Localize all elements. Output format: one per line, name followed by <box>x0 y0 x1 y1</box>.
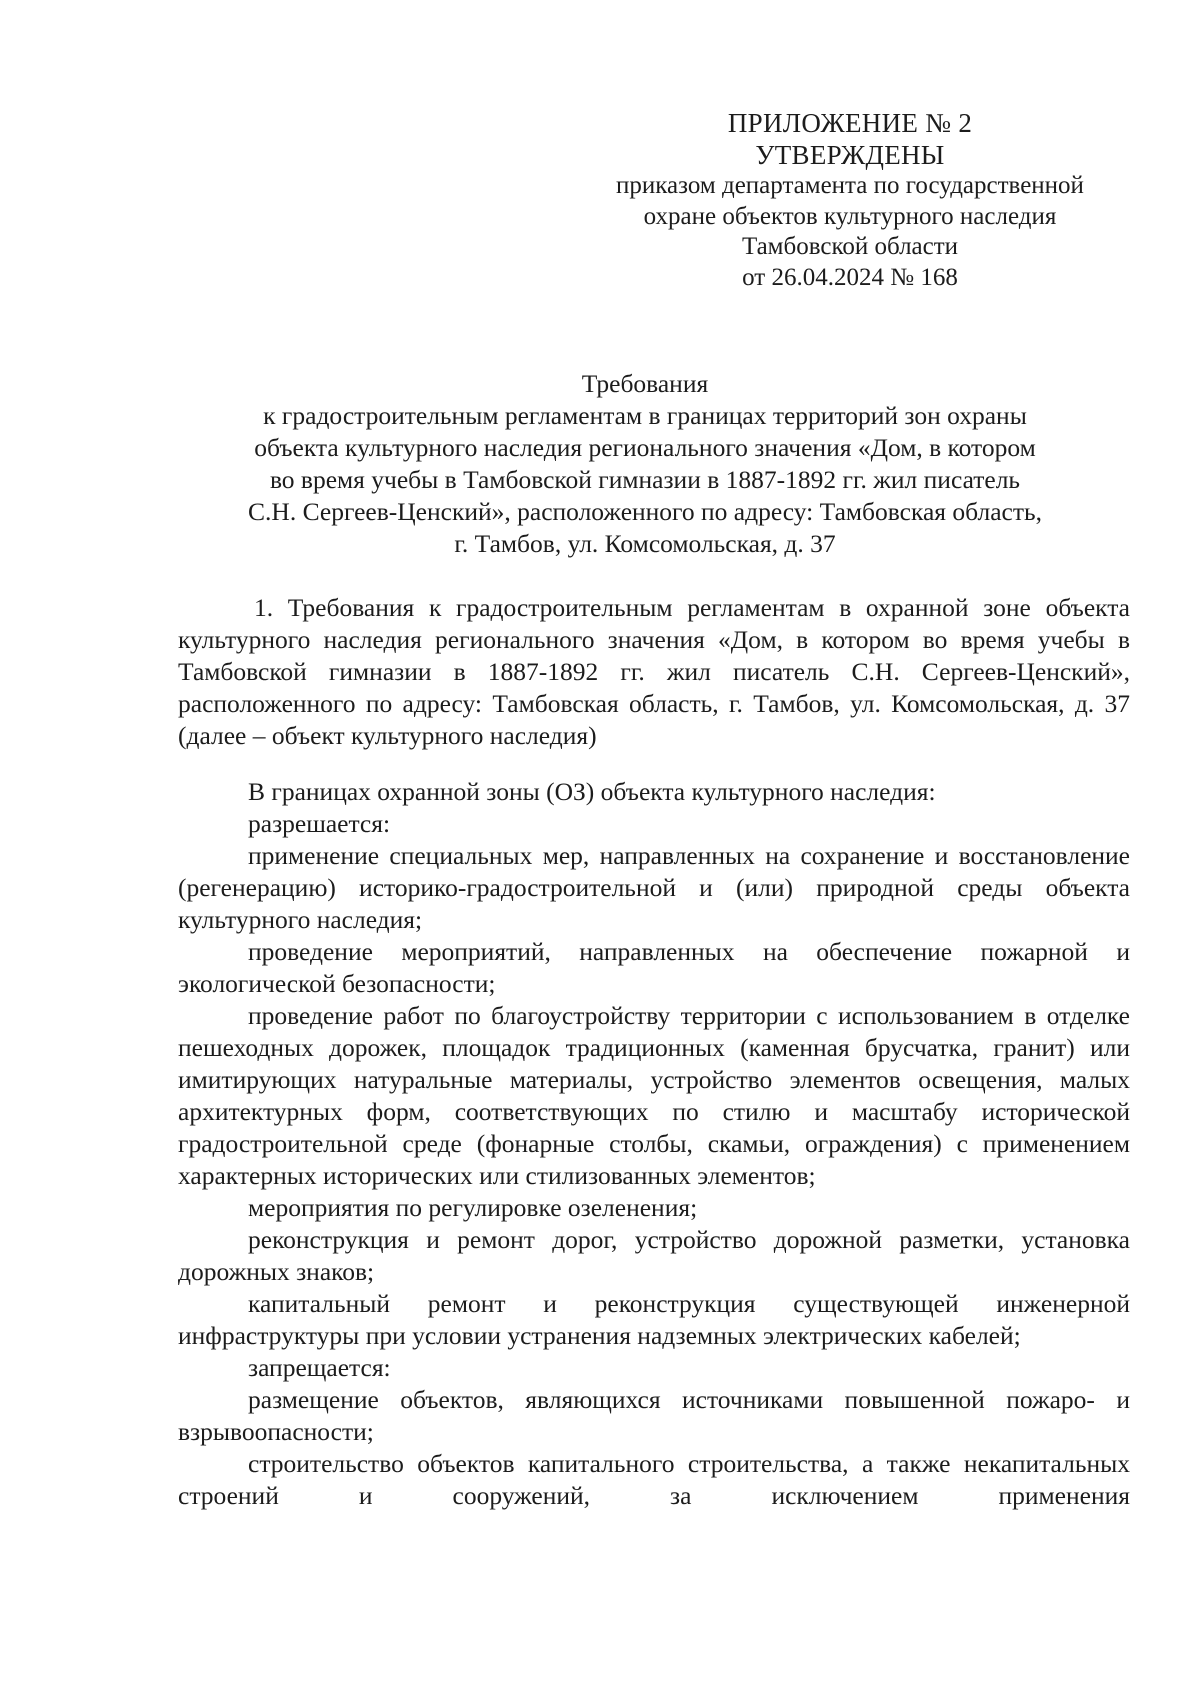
title-line: объекта культурного наследия регионального значения «Дом, в котором <box>254 433 1036 462</box>
approval-line: охране объектов культурного наследия <box>643 202 1057 230</box>
title-line: г. Тамбов, ул. Комсомольская, д. 37 <box>454 529 836 558</box>
zone-intro: В границах охранной зоны (ОЗ) объекта культурного наследия: <box>248 777 936 806</box>
document-body <box>178 592 1130 1512</box>
approved-label: УТВЕРЖДЕНЫ <box>755 140 945 170</box>
section-1-paragraph: 1. Требования к градостроительным регламентам в охранной зоне объекта культурного наследия регионального значения «Дом, в котором во время учебы в Тамбовской гимназии в 1887-1892 гг. жил писатель С.Н. Сергеев-Ценский», расположенного по адресу: Тамбовская область, г. Тамбов, ул. Комсомольская, д. 37 (далее – объект культурного наследия) <box>178 593 1130 750</box>
approval-line: приказом департамента по государственной <box>616 172 1084 199</box>
title-heading: Требования <box>581 369 709 398</box>
approval-line: Тамбовской области <box>741 233 959 261</box>
annex-number: ПРИЛОЖЕНИЕ № 2 <box>727 108 973 138</box>
forbidden-label: запрещается: <box>248 1353 391 1382</box>
approval-block <box>580 107 1120 293</box>
approval-date: от 26.04.2024 № 168 <box>742 263 958 291</box>
title-line: к градостроительным регламентам в границах территорий зон охраны <box>263 401 1027 430</box>
document-title <box>195 368 1095 560</box>
allowed-item: капитальный ремонт и реконструкция существующей инженерной инфраструктуры при условии устранения надземных электрических кабелей; <box>178 1289 1130 1350</box>
forbidden-item: размещение объектов, являющихся источниками повышенной пожаро- и взрывоопасности; <box>178 1385 1130 1446</box>
allowed-item: реконструкция и ремонт дорог, устройство дорожной разметки, установка дорожных знаков; <box>178 1225 1130 1286</box>
allowed-item: мероприятия по регулировке озеленения; <box>248 1193 698 1222</box>
forbidden-item: строительство объектов капитального строительства, а также некапитальных строений и сооружений, за исключением применения <box>178 1449 1130 1510</box>
allowed-label: разрешается: <box>248 809 391 838</box>
title-line: С.Н. Сергеев-Ценский», расположенного по адресу: Тамбовская область, <box>248 497 1042 526</box>
title-line: во время учебы в Тамбовской гимназии в 1887-1892 гг. жил писатель <box>269 465 1021 494</box>
allowed-item: проведение мероприятий, направленных на обеспечение пожарной и экологической безопасности; <box>178 937 1130 998</box>
allowed-item: проведение работ по благоустройству территории с использованием в отделке пешеходных дорожек, площадок традиционных (каменная брусчатка, гранит) или имитирующих натуральные материалы, устройство элементов освещения, малых архитектурных форм, соответствующих по стилю и масштабу исторической градостроительной среде (фонарные столбы, скамьи, ограждения) с применением характерных исторических или стилизованных элементов; <box>178 1001 1130 1190</box>
allowed-item: применение специальных мер, направленных на сохранение и восстановление (регенерацию) историко-градостроительной и (или) природной среды объекта культурного наследия; <box>178 841 1130 934</box>
